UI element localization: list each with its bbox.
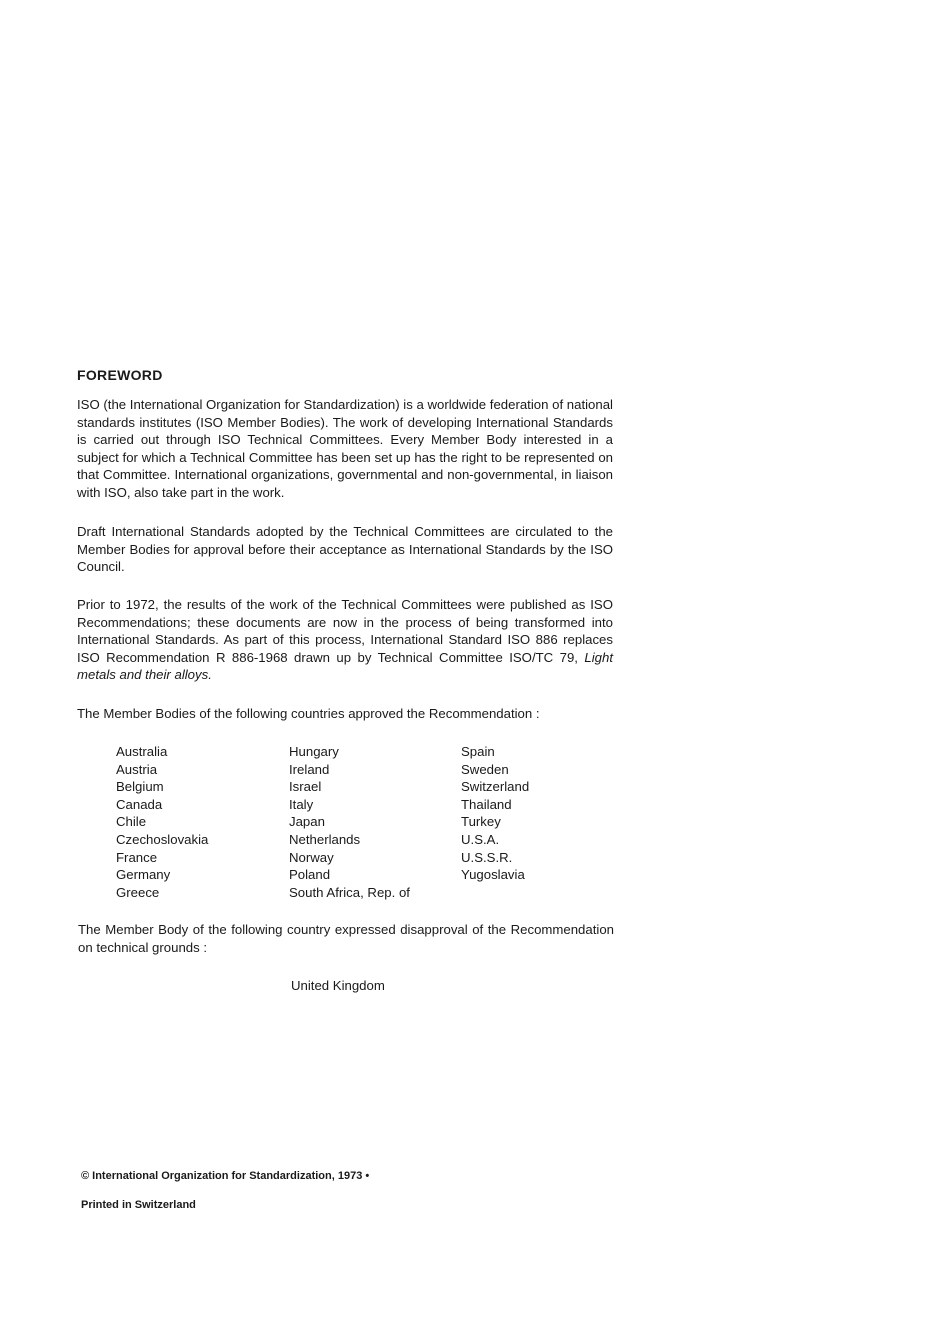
disapproving-country: United Kingdom xyxy=(291,978,385,993)
country-item: Austria xyxy=(116,761,158,777)
disapproval-intro: The Member Body of the following country expressed disapproval of the Recommendation on technical grounds : xyxy=(78,922,614,955)
country-item: Greece xyxy=(116,884,160,900)
country-item: Norway xyxy=(289,849,334,865)
country-item: Ireland xyxy=(289,761,330,777)
country-item: Chile xyxy=(116,814,147,830)
country-item: Canada xyxy=(116,796,163,812)
country-item: U.S.A. xyxy=(461,831,500,847)
country-column-2 xyxy=(289,743,410,901)
country-item: U.S.S.R. xyxy=(461,849,513,865)
foreword-heading: FOREWORD xyxy=(77,367,163,383)
country-item: Thailand xyxy=(461,796,512,812)
country-item: Australia xyxy=(116,744,168,759)
foreword-paragraph-1: ISO (the International Organization for Standardization) is a worldwide federation of national standards institutes (ISO Member Bodies). The work of developing International Standards is carried out through ISO Technical Committees. Every Member Body interested in a subject for which a Technical Committee has been set up has the right to be represented on that Committee. International organizations, governmental and non-governmental, in liaison with ISO, also take part in the work. xyxy=(77,397,613,500)
committee-title: Light metals and their alloys. xyxy=(77,649,613,683)
country-item: France xyxy=(116,849,158,865)
printed-notice: Printed in Switzerland xyxy=(81,1199,196,1211)
country-item: Belgium xyxy=(116,779,164,795)
country-item: Switzerland xyxy=(461,779,530,795)
country-item: Israel xyxy=(289,779,322,795)
country-item: Netherlands xyxy=(289,831,361,847)
country-item: Turkey xyxy=(461,814,501,830)
country-column-1 xyxy=(116,743,208,901)
copyright-notice: © International Organization for Standardization, 1973 • xyxy=(81,1170,370,1182)
country-item: Germany xyxy=(116,867,171,883)
approval-intro: The Member Bodies of the following countries approved the Recommendation : xyxy=(77,706,540,721)
country-item: Spain xyxy=(461,744,495,759)
country-item: Sweden xyxy=(461,761,509,777)
country-item: Poland xyxy=(289,867,331,883)
foreword-paragraph-2: Draft International Standards adopted by the Technical Committees are circulated to the Member Bodies for approval before their acceptance as International Standards by the ISO Council. xyxy=(77,524,613,575)
paragraph-3-text: Prior to 1972, the results of the work of the Technical Committees were published as ISO Recommendations; these documents are now in the process of being transformed into International Standards. As part of this process, International Standard ISO 886 replaces ISO Recommendation R 886-1968 drawn up by Technical Committee ISO/TC 79, xyxy=(77,597,613,665)
country-item: Hungary xyxy=(289,744,339,759)
country-column-3 xyxy=(461,743,529,884)
country-item: South Africa, Rep. of xyxy=(289,884,410,900)
country-item: Yugoslavia xyxy=(461,867,525,883)
foreword-paragraph-3 xyxy=(77,596,613,684)
country-item: Czechoslovakia xyxy=(116,831,209,847)
country-item: Japan xyxy=(289,814,325,830)
country-item: Italy xyxy=(289,796,314,812)
